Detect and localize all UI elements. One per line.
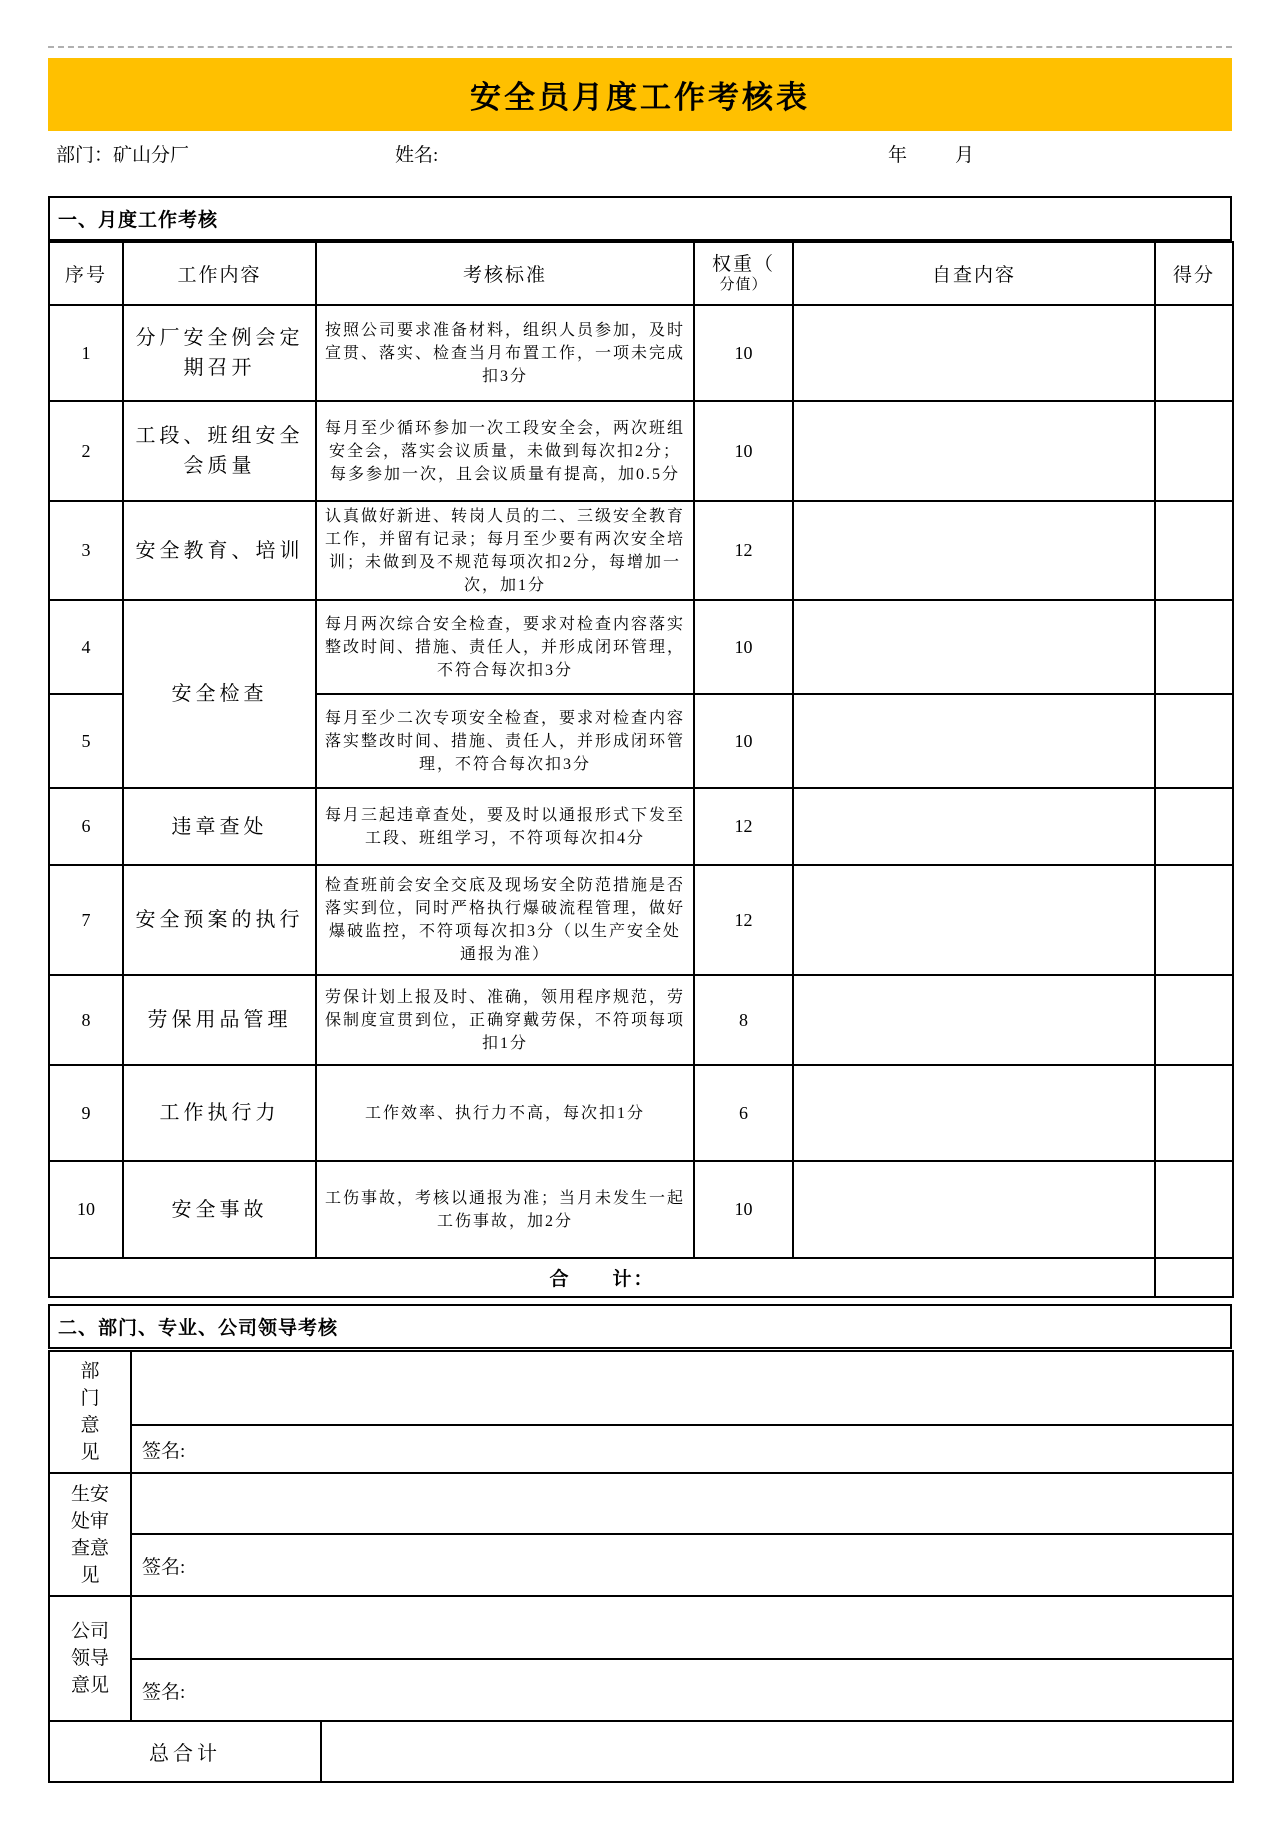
score-cell[interactable] — [1155, 865, 1233, 975]
info-row — [48, 136, 1232, 170]
company-leader-label-line: 意见 — [70, 1675, 109, 1696]
table-row — [49, 305, 1233, 401]
weight-value: 12 — [694, 788, 793, 865]
opinion-table — [48, 1350, 1234, 1783]
dept-opinion-label — [49, 1351, 131, 1473]
company-leader-opinion-row — [49, 1596, 1233, 1659]
page-title: 安全员月度工作考核表 — [470, 80, 810, 115]
header-row — [49, 242, 1233, 305]
company-leader-comment-area[interactable] — [131, 1596, 1233, 1659]
weight-value: 10 — [694, 305, 793, 401]
row-no: 6 — [49, 788, 123, 865]
self-check-cell[interactable] — [793, 401, 1155, 501]
safety-office-comment-area[interactable] — [131, 1473, 1233, 1534]
score-cell[interactable] — [1155, 788, 1233, 865]
col-header-weight-line1: 权重（ — [711, 254, 775, 275]
score-cell[interactable] — [1155, 694, 1233, 788]
self-check-cell[interactable] — [793, 1065, 1155, 1161]
department-label: 部门：矿山分厂 — [56, 145, 190, 166]
work-content: 分厂安全例会定期召开 — [123, 305, 316, 401]
work-content: 安全教育、培训 — [123, 501, 316, 600]
col-header-weight-line2: 分值） — [719, 277, 768, 293]
total-row — [49, 1258, 1233, 1297]
row-no: 1 — [49, 305, 123, 401]
table-row — [49, 600, 1233, 694]
table-row — [49, 1161, 1233, 1258]
table-row — [49, 865, 1233, 975]
safety-office-sign-row — [49, 1534, 1233, 1596]
self-check-cell[interactable] — [793, 788, 1155, 865]
section2-heading-box — [48, 1304, 1232, 1349]
dept-opinion-label-line: 部 — [80, 1361, 100, 1382]
company-leader-label-line: 公司 — [70, 1621, 109, 1642]
safety-office-label-line: 处审 — [70, 1510, 109, 1532]
dept-opinion-label-line: 见 — [80, 1442, 100, 1463]
self-check-cell[interactable] — [793, 600, 1155, 694]
row-no: 7 — [49, 865, 123, 975]
table-row — [49, 1065, 1233, 1161]
safety-office-opinion-row — [49, 1473, 1233, 1534]
safety-office-label-line: 查意 — [70, 1537, 109, 1559]
row-no: 3 — [49, 501, 123, 600]
section2-heading: 二、部门、专业、公司领导考核 — [58, 1318, 339, 1339]
month-label: 月 — [955, 145, 975, 166]
work-content-merged: 安全检查 — [123, 600, 316, 788]
company-leader-opinion-label — [49, 1596, 131, 1721]
weight-value: 10 — [694, 694, 793, 788]
self-check-cell[interactable] — [793, 501, 1155, 600]
assessment-standard: 每月至少循环参加一次工段安全会，两次班组安全会，落实会议质量，未做到每次扣2分；每多参加一次，且会议质量有提高，加0.5分 — [316, 401, 694, 501]
top-divider-line — [48, 46, 1232, 48]
work-content: 工作执行力 — [123, 1065, 316, 1161]
dept-opinion-row — [49, 1351, 1233, 1425]
table-row — [49, 975, 1233, 1065]
score-cell[interactable] — [1155, 975, 1233, 1065]
row-no: 8 — [49, 975, 123, 1065]
self-check-cell[interactable] — [793, 975, 1155, 1065]
score-cell[interactable] — [1155, 1161, 1233, 1258]
table-row — [49, 501, 1233, 600]
dept-opinion-sign-label[interactable]: 签名: — [131, 1425, 1233, 1473]
assessment-standard: 每月三起违章查处，要及时以通报形式下发至工段、班组学习，不符项每次扣4分 — [316, 788, 694, 865]
score-cell[interactable] — [1155, 305, 1233, 401]
company-leader-sign-label[interactable]: 签名: — [131, 1659, 1233, 1721]
section1-heading: 一、月度工作考核 — [58, 210, 219, 231]
weight-value: 10 — [694, 1161, 793, 1258]
row-no: 2 — [49, 401, 123, 501]
dept-opinion-label-line: 意 — [80, 1415, 100, 1436]
year-label: 年 — [888, 145, 908, 166]
work-content: 安全事故 — [123, 1161, 316, 1258]
assessment-standard: 工伤事故，考核以通报为准；当月未发生一起工伤事故，加2分 — [316, 1161, 694, 1258]
assessment-table — [48, 241, 1234, 1298]
dept-opinion-label-line: 门 — [80, 1388, 100, 1409]
assessment-standard: 工作效率、执行力不高，每次扣1分 — [316, 1065, 694, 1161]
col-header-weight — [694, 242, 793, 305]
row-no: 5 — [49, 694, 123, 788]
work-content: 工段、班组安全会质量 — [123, 401, 316, 501]
score-cell[interactable] — [1155, 600, 1233, 694]
weight-value: 12 — [694, 501, 793, 600]
weight-value: 6 — [694, 1065, 793, 1161]
col-header-standard: 考核标准 — [316, 242, 694, 305]
table-row — [49, 788, 1233, 865]
assessment-standard: 按照公司要求准备材料，组织人员参加，及时宣贯、落实、检查当月布置工作，一项未完成扣3分 — [316, 305, 694, 401]
self-check-cell[interactable] — [793, 865, 1155, 975]
title-banner — [48, 58, 1232, 131]
grand-total-label: 总合计 — [49, 1721, 321, 1782]
self-check-cell[interactable] — [793, 1161, 1155, 1258]
assessment-standard: 每月两次综合安全检查，要求对检查内容落实整改时间、措施、责任人，并形成闭环管理，不符合每次扣3分 — [316, 600, 694, 694]
col-header-score: 得分 — [1155, 242, 1233, 305]
work-content: 违章查处 — [123, 788, 316, 865]
table-row — [49, 401, 1233, 501]
assessment-standard: 每月至少二次专项安全检查，要求对检查内容落实整改时间、措施、责任人，并形成闭环管理，不符合每次扣3分 — [316, 694, 694, 788]
self-check-cell[interactable] — [793, 305, 1155, 401]
assessment-standard: 劳保计划上报及时、准确，领用程序规范，劳保制度宣贯到位，正确穿戴劳保，不符项每项扣1分 — [316, 975, 694, 1065]
weight-value: 12 — [694, 865, 793, 975]
score-cell[interactable] — [1155, 501, 1233, 600]
row-no: 9 — [49, 1065, 123, 1161]
section1-heading-box — [48, 196, 1232, 241]
safety-office-label-line: 生安 — [70, 1483, 109, 1505]
col-header-no: 序号 — [49, 242, 123, 305]
dept-opinion-sign-row — [49, 1425, 1233, 1473]
company-leader-sign-row — [49, 1659, 1233, 1721]
work-content: 劳保用品管理 — [123, 975, 316, 1065]
row-no: 4 — [49, 600, 123, 694]
assessment-standard: 检查班前会安全交底及现场安全防范措施是否落实到位，同时严格执行爆破流程管理，做好爆破监控，不符项每次扣3分（以生产安全处通报为准） — [316, 865, 694, 975]
dept-opinion-comment-area[interactable] — [131, 1351, 1233, 1425]
weight-value: 10 — [694, 401, 793, 501]
weight-value: 10 — [694, 600, 793, 694]
safety-office-opinion-label — [49, 1473, 131, 1596]
total-label: 合 计： — [49, 1258, 1155, 1297]
safety-office-sign-label[interactable]: 签名: — [131, 1534, 1233, 1596]
col-header-self-check: 自查内容 — [793, 242, 1155, 305]
grand-total-value-cell[interactable] — [321, 1721, 1233, 1782]
assessment-standard: 认真做好新进、转岗人员的二、三级安全教育工作，并留有记录；每月至少要有两次安全培训；未做到及不规范每项次扣2分，每增加一次，加1分 — [316, 501, 694, 600]
row-no: 10 — [49, 1161, 123, 1258]
safety-office-label-line: 见 — [80, 1564, 100, 1586]
weight-value: 8 — [694, 975, 793, 1065]
company-leader-label-line: 领导 — [70, 1648, 109, 1669]
self-check-cell[interactable] — [793, 694, 1155, 788]
score-cell[interactable] — [1155, 401, 1233, 501]
work-content: 安全预案的执行 — [123, 865, 316, 975]
name-label: 姓名: — [395, 145, 439, 166]
col-header-content: 工作内容 — [123, 242, 316, 305]
score-cell[interactable] — [1155, 1065, 1233, 1161]
total-score-cell[interactable] — [1155, 1258, 1233, 1297]
grand-total-row — [49, 1721, 1233, 1782]
